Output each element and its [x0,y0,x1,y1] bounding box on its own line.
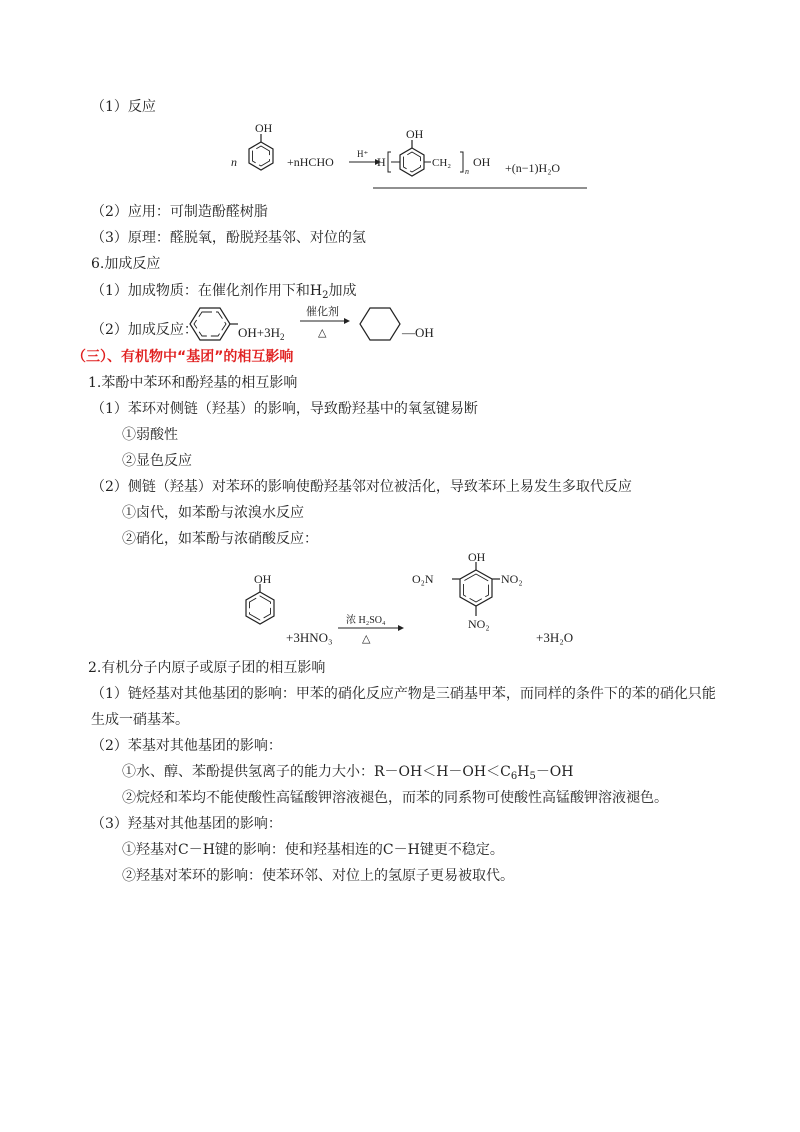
heat-symbol: △ [318,327,327,339]
no2-left: O₂N [412,572,434,586]
hydroxyl-effect-title: （3）羟基对其他基团的影响： [91,816,282,832]
polymer-sub-n: n [465,167,469,176]
c6-sub: 6 [510,771,518,782]
weak-acidity-line: ①弱酸性 [122,427,178,443]
ability-mid: H [517,764,530,780]
alkyl-effect-line1: （1）链烃基对其他基团的影响：甲苯的硝化反应产物是三硝基甲苯，而同样的条件下的苯的硝化只能 [91,686,716,702]
picric-oh: OH [468,550,486,564]
catalyst-h: H⁺ [357,149,369,159]
phenyl-effect-title: （2）苯基对其他基团的影响： [91,738,282,754]
ring-effect-line: （1）苯环对侧链（羟基）的影响，导致酚羟基中的氧氢键易断 [91,401,478,417]
section6-title: 6.加成反应 [91,256,161,272]
ability-suffix: －OH [535,764,574,780]
ch-bond-line: ①羟基对C－H键的影响：使和羟基相连的C－H键更不稳定。 [122,842,504,858]
reagent-hcho: +nHCHO [287,155,334,169]
reaction-label: （1）反应 [91,99,156,115]
ring-substitution-line: ②羟基对苯环的影响：使苯环邻、对位上的氢原子更易被取代。 [122,868,514,884]
color-reaction-line: ②显色反应 [122,453,192,469]
phenol-oh: OH [255,121,273,135]
condition-top: 浓 H₂SO₄ [346,615,386,626]
nitration-reaction [230,544,600,650]
polymer-h-end: H [377,155,386,169]
halogenation-line: ①卤代，如苯酚与浓溴水反应 [122,505,304,521]
h2-sub: 2 [322,290,329,301]
application-line: （2）应用：可制造酚醛树脂 [91,204,268,220]
section-heading: （三）、有机物中“基团”的相互影响 [72,349,294,365]
addition-substance-suffix: 加成 [328,283,357,299]
ability-prefix: ①水、醇、苯酚提供氢离子的能力大小：R－OH＜H－OH＜C [122,764,511,780]
principle-line: （3）原理：醛脱氧，酚脱羟基邻、对位的氢 [91,230,366,246]
bracket-left [388,152,391,172]
polymer-oh-end: OH [473,155,491,169]
no2-right: NO₂ [501,572,523,586]
polymer-oh: OH [406,127,424,141]
h5-sub: 5 [529,771,536,782]
heat-nitration: △ [362,633,371,645]
coef-n: n [231,155,237,169]
no2-bottom: NO₂ [468,617,490,631]
polymer-ch2: CH₂ [432,157,452,169]
hydrogenation-left: $OH+3H_2$ [238,325,285,342]
phenol-interaction-title: 1.苯酚中苯环和酚羟基的相互影响 [88,375,298,391]
kmno4-line: ②烷烃和苯均不能使酸性高锰酸钾溶液褪色，而苯的同系物可使酸性高锰酸钾溶液褪色。 [122,790,668,806]
cyclohexane-ring [360,308,400,340]
picric-acid-ring [460,570,492,606]
hydroxyl-effect-line: （2）侧链（羟基）对苯环的影响使酚羟基邻对位被活化，导致苯环上易发生多取代反应 [91,479,632,495]
hydrogen-ion-ability-line [122,762,574,787]
phenol-ring-left [246,592,274,624]
water-product: +3H₂O [536,630,574,645]
addition-substance-prefix: （1）加成物质：在催化剂作用下和H [91,283,323,299]
catalyst-label: 催化剂 [306,306,339,318]
alkyl-effect-line2: 生成一硝基苯。 [91,712,189,728]
bracket-right [460,152,463,172]
byproduct-water: +(n−1)H₂O [505,161,561,175]
phenol-oh-left: OH [254,572,272,586]
nitration-line: ②硝化，如苯酚与浓硝酸反应： [122,531,318,547]
addition-reaction-label: （2）加成反应： [91,322,198,338]
benzene-ring-flat [190,308,230,340]
phenol-ring-inner [253,146,270,166]
atom-interaction-title: 2.有机分子内原子或原子团的相互影响 [88,660,326,676]
phenol-formaldehyde-reaction [225,118,595,196]
nitric-acid: +3HNO₃ [286,630,333,645]
cyclohexanol-oh: —OH [402,325,434,340]
hydrogenation-reaction [180,300,450,346]
